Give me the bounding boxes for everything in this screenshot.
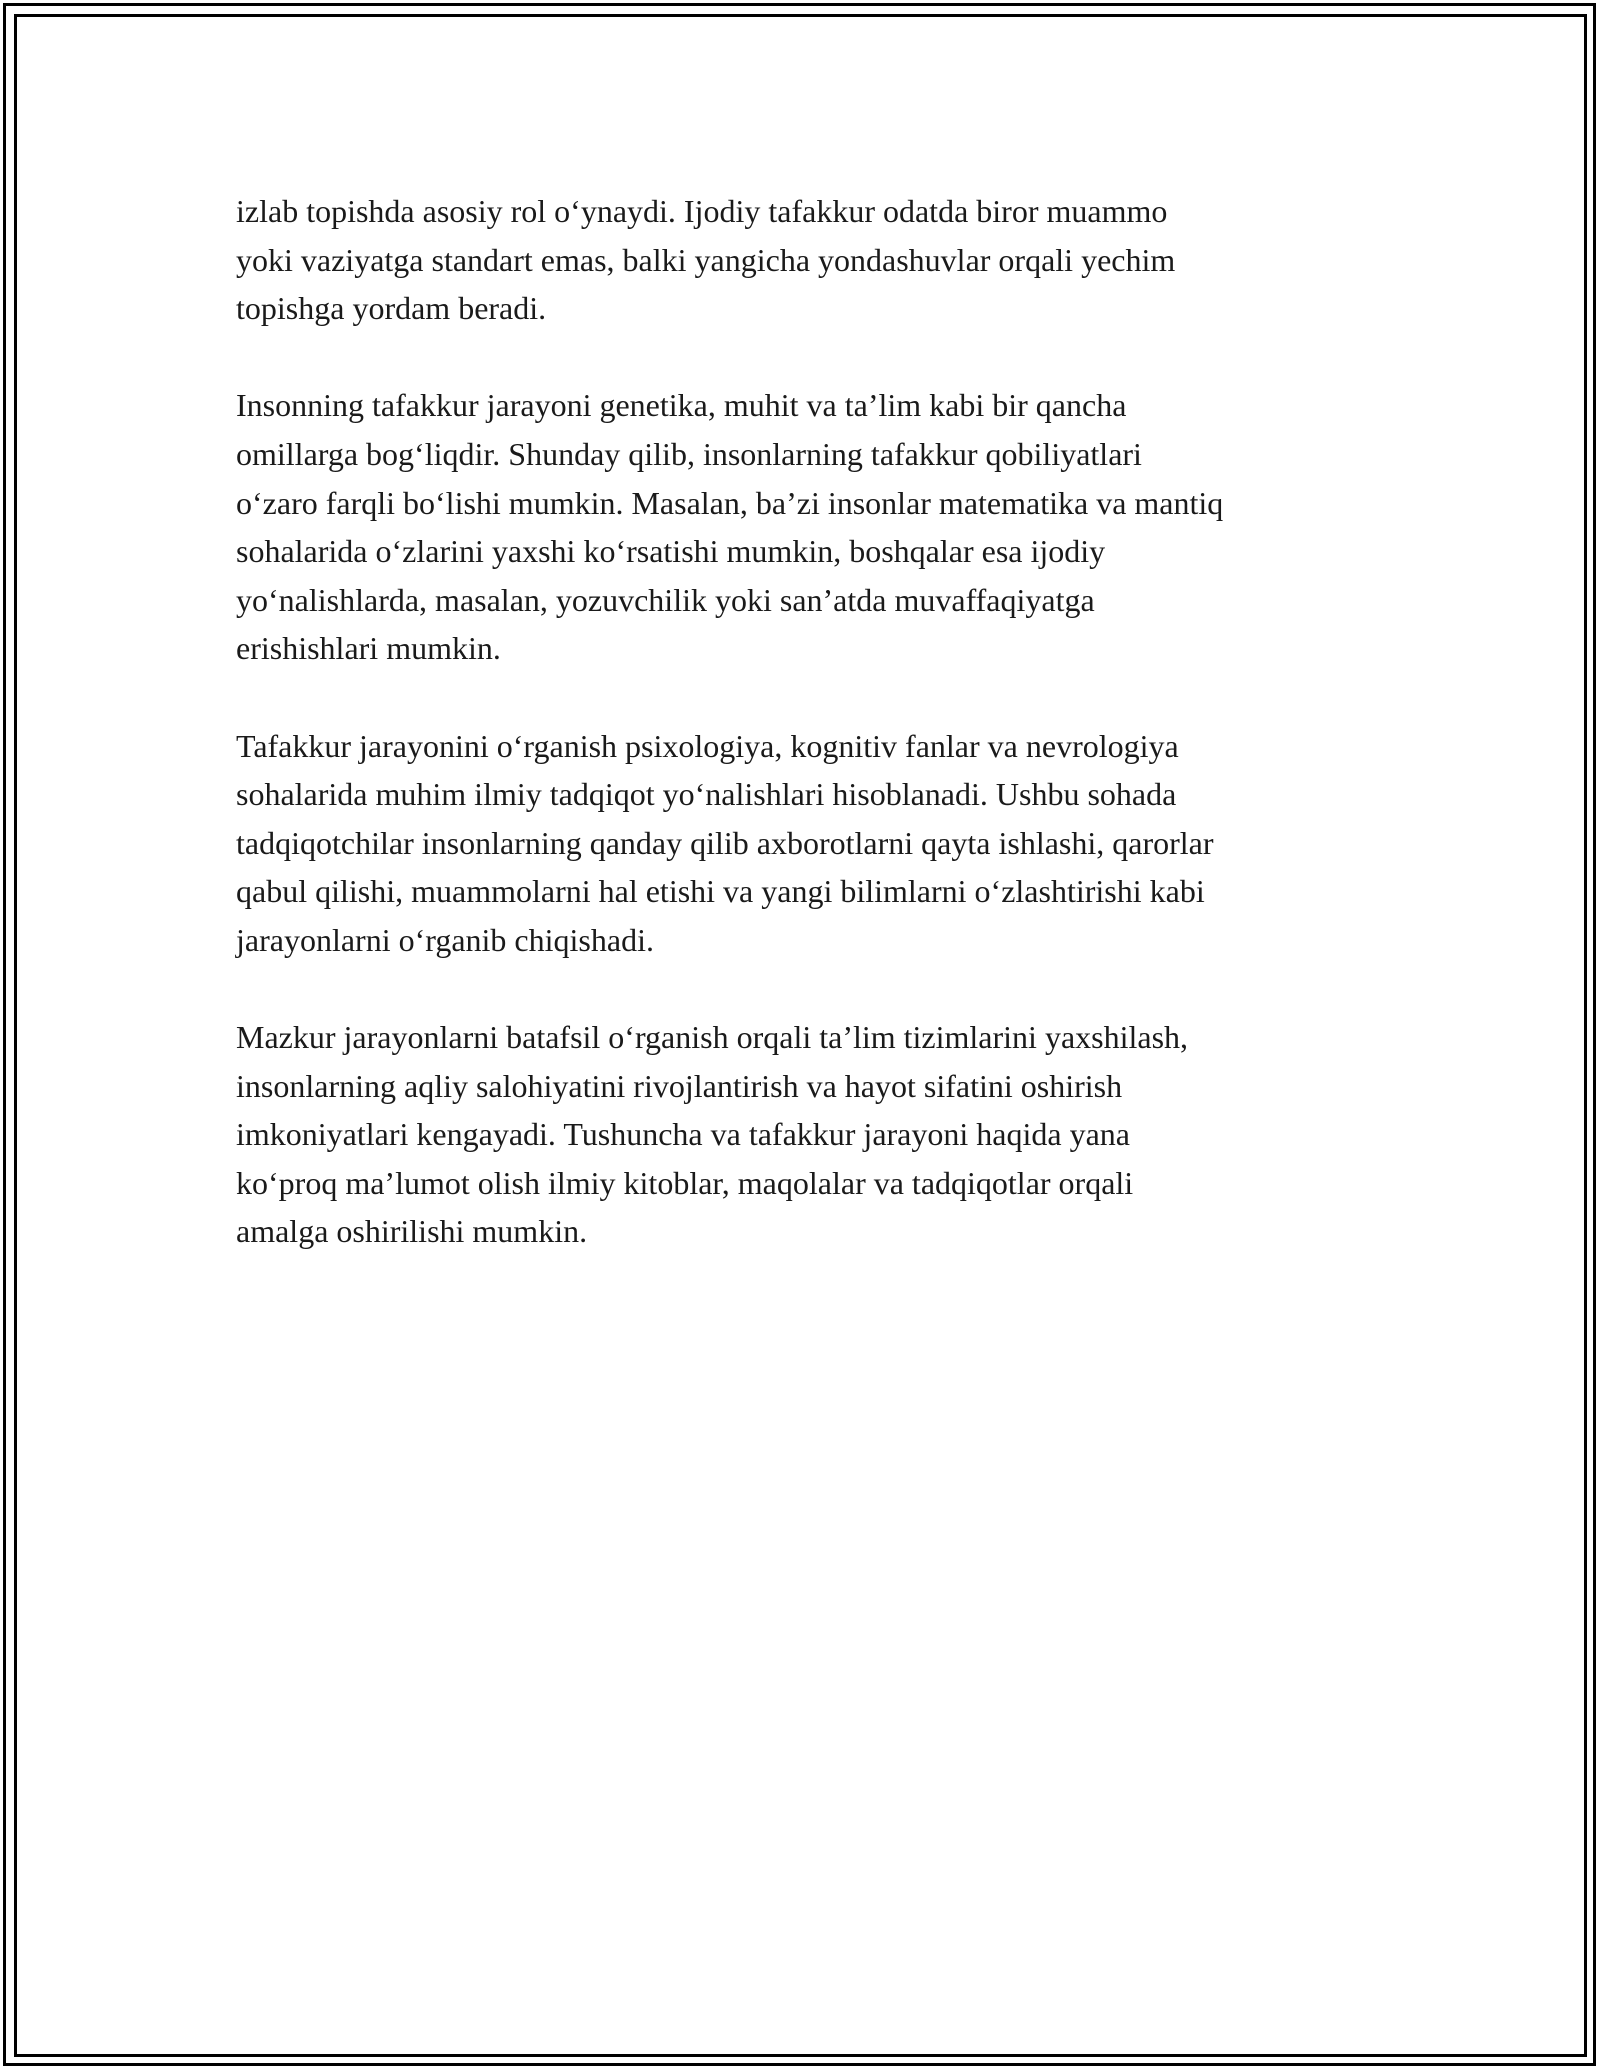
paragraph-2: [236, 381, 1396, 673]
paragraph-1: [236, 187, 1396, 333]
text-line: Tafakkur jarayonini o‘rganish psixologiya, kognitiv fanlar va nevrologiya: [236, 727, 1179, 764]
text-line: sohalarida o‘zlarini yaxshi ko‘rsatishi mumkin, boshqalar esa ijodiy: [236, 533, 1106, 570]
text-line: omillarga bog‘liqdir. Shunday qilib, insonlarning tafakkur qobiliyatlari: [236, 435, 1142, 472]
text-line: o‘zaro farqli bo‘lishi mumkin. Masalan, ba’zi insonlar matematika va mantiq: [236, 484, 1224, 521]
paragraph-4: [236, 1013, 1396, 1256]
text-line: qabul qilishi, muammolarni hal etishi va yangi bilimlarni o‘zlashtirishi kabi: [236, 873, 1205, 910]
text-line: topishga yordam beradi.: [236, 290, 547, 327]
text-line: tadqiqotchilar insonlarning qanday qilib axborotlarni qayta ishlashi, qarorlar: [236, 824, 1214, 861]
text-line: jarayonlarni o‘rganib chiqishadi.: [236, 921, 654, 958]
text-line: insonlarning aqliy salohiyatini rivojlantirish va hayot sifatini oshirish: [236, 1067, 1123, 1104]
text-line: Mazkur jarayonlarni batafsil o‘rganish orqali ta’lim tizimlarini yaxshilash,: [236, 1019, 1189, 1056]
text-line: amalga oshirilishi mumkin.: [236, 1213, 588, 1250]
text-line: ko‘proq ma’lumot olish ilmiy kitoblar, maqolalar va tadqiqotlar orqali: [236, 1164, 1134, 1201]
text-line: erishishlari mumkin.: [236, 630, 501, 667]
text-line: yoki vaziyatga standart emas, balki yangicha yondashuvlar orqali yechim: [236, 241, 1176, 278]
document-body: [236, 187, 1396, 1305]
text-line: Insonning tafakkur jarayoni genetika, muhit va ta’lim kabi bir qancha: [236, 387, 1127, 424]
paragraph-3: [236, 722, 1396, 965]
text-line: sohalarida muhim ilmiy tadqiqot yo‘nalishlari hisoblanadi. Ushbu sohada: [236, 776, 1177, 813]
text-line: yo‘nalishlarda, masalan, yozuvchilik yoki san’atda muvaffaqiyatga: [236, 581, 1095, 618]
text-line: izlab topishda asosiy rol o‘ynaydi. Ijodiy tafakkur odatda biror muammo: [236, 193, 1168, 229]
text-line: imkoniyatlari kengayadi. Tushuncha va tafakkur jarayoni haqida yana: [236, 1116, 1130, 1153]
